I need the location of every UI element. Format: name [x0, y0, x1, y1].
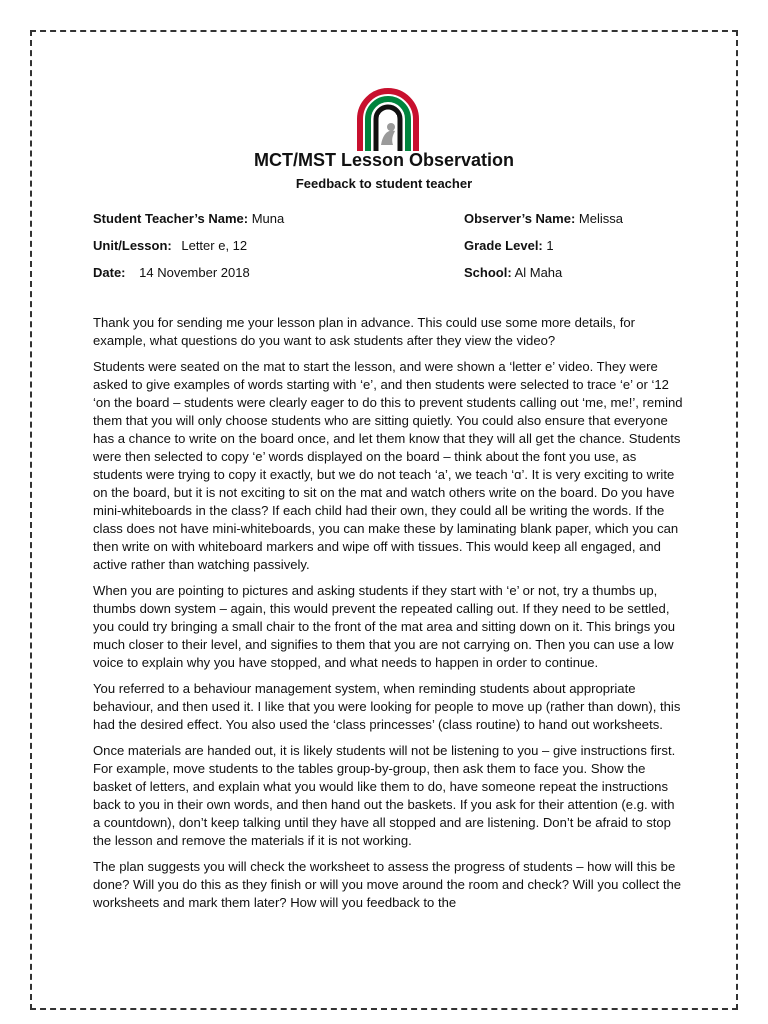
- unit-lesson-value: Letter e, 12: [181, 238, 248, 253]
- school-label: School:: [464, 265, 512, 280]
- date-field: [93, 265, 250, 280]
- feedback-paragraph: Students were seated on the mat to start the lesson, and were shown a ‘letter e’ video. They were asked to give examples of words starting with ‘e’, and then students were selected to trace ‘e’ or ‘12 ‘on the board – students were clearly eager to do this to prevent students calling out ‘me, me!’, remind them that you will only choose students who are sitting quietly. You could also ensure that everyone has a chance to write on the board once, and let them know that they will all get the chance. Students were then selected to copy ‘e’ words displayed on the board – think about the font you use, as students were trying to copy it exactly, but we do not teach ‘a’, we teach ‘ɑ’. It is very exciting to write on the board, but it is not exciting to sit on the mat and watch others write on the board. Do you have mini-whiteboards in the class? If each child had their own, they could all be writing the words. If the class does not have mini-whiteboards, you can make these by laminating blank paper, which you can then write on with whiteboard markers and wipe off with tissues. This would keep all engaged, and active rather than watching passively.: [93, 359, 683, 572]
- grade-level-field: [464, 238, 554, 253]
- school-field: [464, 265, 562, 280]
- page-title: MCT/MST Lesson Observation: [253, 150, 515, 170]
- feedback-paragraph: You referred to a behaviour management system, when reminding students about appropriate behaviour, and then used it. I like that you were looking for people to move up (rather than down), this had the desired effect. You also used the ‘class princesses’ (class routine) to hand out worksheets.: [93, 681, 681, 732]
- feedback-body: [93, 314, 683, 920]
- date-value: 14 November 2018: [139, 265, 250, 280]
- student-teacher-field: [93, 211, 284, 226]
- observer-field: [464, 211, 623, 226]
- feedback-paragraph: Once materials are handed out, it is likely students will not be listening to you – give instructions first. For example, move students to the tables group-by-group, then ask them to face you. Show the basket of letters, and explain what you would like them to do, have someone repeat the instructions back to you in their own words, and then hand out the baskets. If you ask for their attention (e.g. with a countdown), don’t keep talking until they have all stopped and are listening. Don’t be afraid to stop the lesson and remove the materials if it is not working.: [93, 743, 676, 848]
- observer-value: Melissa: [578, 211, 623, 226]
- unit-lesson-field: [93, 238, 247, 253]
- grade-level-value: 1: [546, 238, 554, 253]
- grade-level-label: Grade Level:: [464, 238, 543, 253]
- feedback-paragraph: When you are pointing to pictures and asking students if they start with ‘e’ or not, try a thumbs up, thumbs down system – again, this would prevent the repeated calling out. If they need to be settled, you could try bringing a small chair to the front of the mat area and sitting down on it. This brings you much closer to their level, and signifies to them that you are not carrying on. Then you can use a low voice to explain why you have stopped, and what needs to happen in order to continue.: [93, 583, 676, 670]
- date-label: Date:: [93, 265, 126, 280]
- student-teacher-value: Muna: [251, 211, 285, 226]
- school-value: Al Maha: [514, 265, 563, 280]
- unit-lesson-label: Unit/Lesson:: [93, 238, 172, 253]
- observer-label: Observer’s Name:: [464, 211, 576, 226]
- feedback-paragraph: The plan suggests you will check the worksheet to assess the progress of students – how will this be done? Will you do this as they finish or will you move around the room and check? Will you collect the worksheets and mark them later? How will you feedback to the: [93, 859, 682, 910]
- page-subtitle: Feedback to student teacher: [295, 176, 473, 191]
- feedback-paragraph: Thank you for sending me your lesson plan in advance. This could use some more details, for example, what questions do you want to ask students after they view the video?: [93, 315, 635, 348]
- college-logo-icon: [355, 85, 421, 153]
- student-teacher-label: Student Teacher’s Name:: [93, 211, 249, 226]
